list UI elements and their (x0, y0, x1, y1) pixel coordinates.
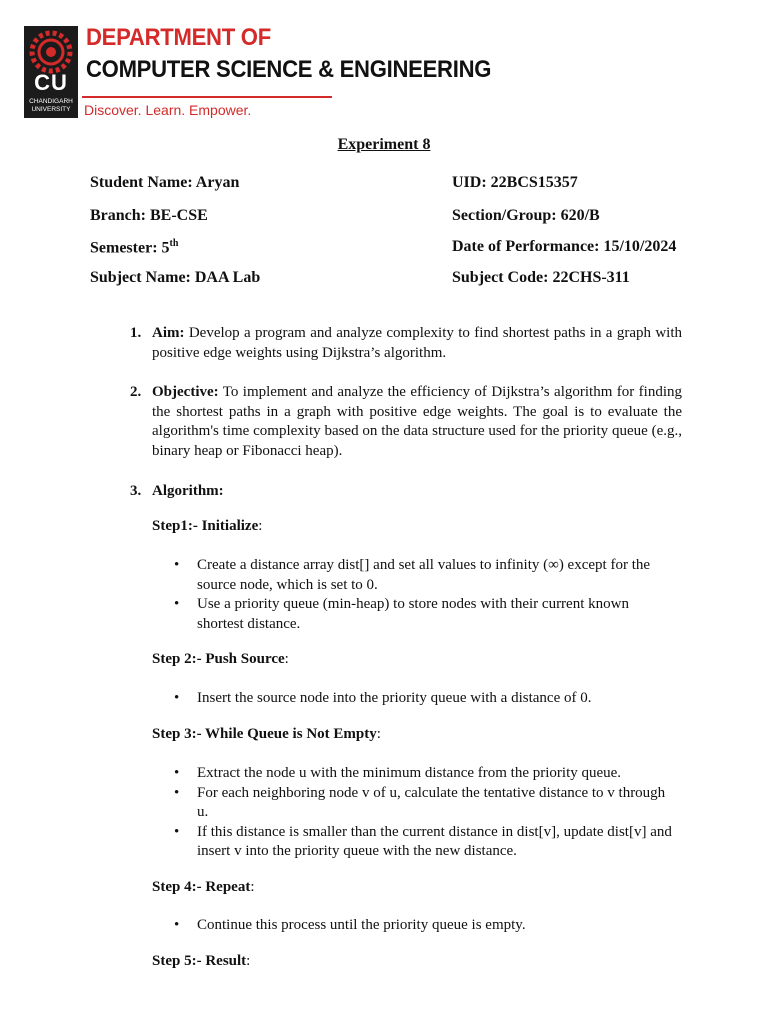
section-group: Section/Group: 620/B (452, 207, 600, 224)
subject-code: Subject Code: 22CHS-311 (452, 269, 630, 286)
step-3-heading: Step 3:- While Queue is Not Empty: (152, 726, 381, 742)
list-item: • Use a priority queue (min-heap) to store nodes with their current known shortest distance. (174, 595, 674, 634)
algorithm-label: Algorithm: (152, 483, 224, 499)
objective-section (130, 383, 682, 461)
step-5-heading: Step 5:- Result: (152, 953, 251, 969)
semester-suffix: th (169, 238, 179, 249)
uid: UID: 22BCS15357 (452, 174, 578, 191)
header-divider (82, 96, 332, 98)
step-label: Step1:- Initialize (152, 518, 259, 534)
branch: Branch: BE-CSE (90, 207, 208, 224)
gear-emblem-icon (29, 30, 73, 74)
algorithm-number: 3. (130, 483, 142, 499)
step-1-heading: Step1:- Initialize: (152, 518, 263, 534)
aim-section (130, 324, 682, 363)
logo-cu-text: CU (34, 70, 68, 95)
department-title-line1: DEPARTMENT OF (86, 24, 271, 51)
aim-number: 1. (130, 325, 142, 341)
step-2-bullets (174, 689, 674, 709)
date-of-performance: Date of Performance: 15/10/2024 (452, 238, 677, 255)
step-label: Step 2:- Push Source (152, 651, 285, 667)
student-name: Student Name: Aryan (90, 174, 240, 191)
step-3-bullets (174, 764, 674, 862)
department-title-line2: COMPUTER SCIENCE & ENGINEERING (86, 56, 492, 83)
logo-university-text: CHANDIGARH UNIVERSITY (29, 98, 73, 113)
step-2-heading: Step 2:- Push Source: (152, 651, 289, 667)
aim-label: Aim: (152, 325, 185, 341)
step-1-bullets (174, 556, 674, 634)
algorithm-section (130, 482, 682, 502)
subject-name: Subject Name: DAA Lab (90, 269, 261, 286)
step-label: Step 4:- Repeat (152, 879, 251, 895)
list-item: • Extract the node u with the minimum distance from the priority queue. (174, 764, 674, 784)
aim-text: Develop a program and analyze complexity to find shortest paths in a graph with positive edge weights using Dijkstra’s algorithm. (152, 325, 682, 361)
tagline: Discover. Learn. Empower. (84, 102, 252, 118)
step-label: Step 3:- While Queue is Not Empty (152, 726, 377, 742)
objective-number: 2. (130, 384, 142, 400)
objective-label: Objective: (152, 384, 219, 400)
step-4-heading: Step 4:- Repeat: (152, 879, 255, 895)
list-item: • For each neighboring node v of u, calculate the tentative distance to v through u. (174, 784, 674, 823)
experiment-title: Experiment 8 (337, 136, 431, 153)
list-item: • Create a distance array dist[] and set all values to infinity (∞) except for the source node, which is set to 0. (174, 556, 674, 595)
department-header (24, 24, 492, 122)
step-label: Step 5:- Result (152, 953, 247, 969)
semester-label: Semester: 5 (90, 239, 170, 257)
list-item: • Continue this process until the priority queue is empty. (174, 916, 674, 936)
university-logo (24, 26, 78, 118)
objective-text: To implement and analyze the efficiency of Dijkstra’s algorithm for finding the shortest paths in a graph with positive edge weights. The goal is to evaluate the algorithm's time complexity based on the data structure used for the priority queue (e.g., binary heap or Fibonacci heap). (152, 384, 682, 459)
semester (90, 238, 178, 257)
list-item: • If this distance is smaller than the current distance in dist[v], update dist[v] and insert v into the priority queue with the new distance. (174, 823, 674, 862)
list-item: • Insert the source node into the priority queue with a distance of 0. (174, 689, 674, 709)
step-4-bullets (174, 916, 674, 936)
